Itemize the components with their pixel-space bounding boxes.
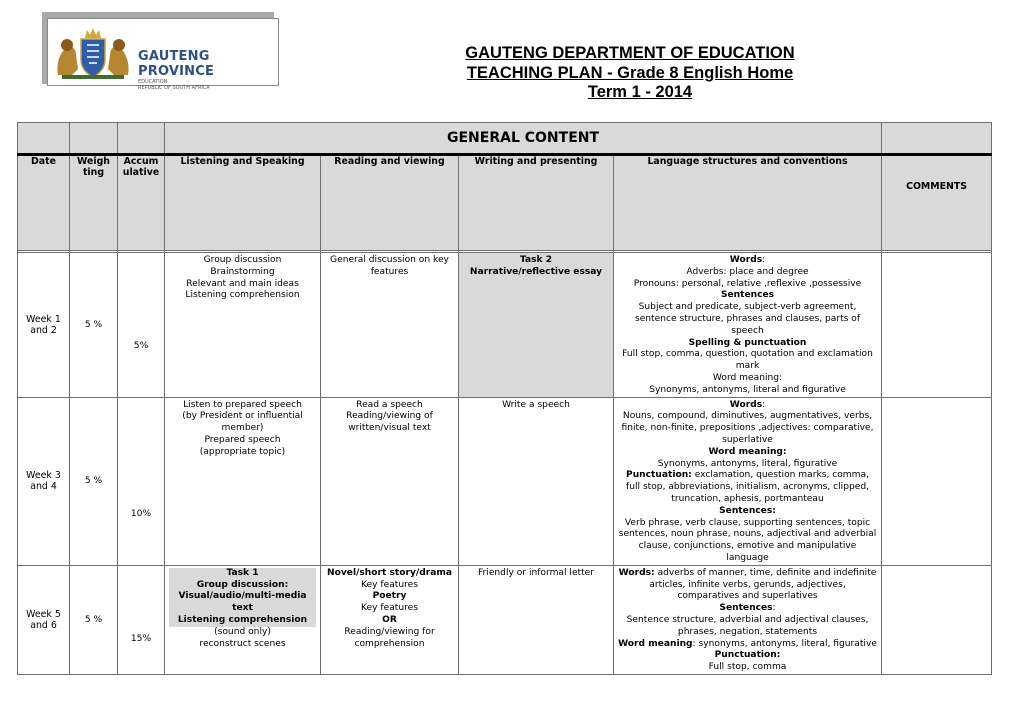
weighting-value: 5 % xyxy=(70,565,118,674)
teaching-plan-table xyxy=(17,122,992,675)
listening-item: Prepared speech xyxy=(204,434,281,445)
listening-item: Listening comprehension xyxy=(185,290,300,301)
reading-cell xyxy=(321,253,459,398)
listening-item: Group discussion xyxy=(203,255,282,265)
logo-name: GAUTENG PROVINCE xyxy=(138,49,215,79)
listening-item: (by President or influential member) xyxy=(182,411,303,434)
listening-cell xyxy=(165,253,321,398)
gauteng-logo xyxy=(47,18,279,91)
blank-cell xyxy=(18,123,70,155)
sentences-colon: : xyxy=(772,603,776,614)
title-line-2: TEACHING PLAN - Grade 8 English Home xyxy=(466,63,794,82)
week-label: Week 3 and 4 xyxy=(18,397,70,565)
listening-item: Relevant and main ideas xyxy=(186,278,299,289)
sentences-text: Subject and predicate, subject-verb agreement, sentence structure, phrases and clauses, parts of speech xyxy=(634,302,861,336)
listening-task-item: Visual/audio/multi-media text xyxy=(178,591,307,614)
logo-subtitle-1: EDUCATION xyxy=(138,79,168,85)
header-accumulative: Accum ulative xyxy=(118,155,165,251)
header-language-structures: Language structures and conventions xyxy=(614,155,882,251)
listening-task-item: Task 1 xyxy=(226,567,259,578)
listening-item: (sound only) xyxy=(214,626,271,637)
words-heading: Words xyxy=(729,255,763,265)
week-label: Week 1 and 2 xyxy=(18,253,70,398)
language-cell xyxy=(614,565,882,674)
reading-item: Reading/viewing of written/visual text xyxy=(346,411,433,434)
sentences-text: Sentence structure, adverbial and adjectival clauses, phrases, negation, statements xyxy=(626,614,869,637)
coat-of-arms-icon xyxy=(54,25,132,81)
blank-cell xyxy=(118,123,165,155)
weighting-value: 5 % xyxy=(70,397,118,565)
comments-cell xyxy=(882,397,992,565)
words-heading: Words: xyxy=(618,567,655,578)
listening-task-item: Group discussion: xyxy=(196,579,289,590)
accumulative-text: 15% xyxy=(130,633,152,644)
task-1-block xyxy=(169,568,316,627)
word-meaning-text: Synonyms, antonyms, literal, figurative xyxy=(657,458,838,469)
reading-item: Read a speech xyxy=(356,399,423,410)
punctuation-text: Full stop, comma xyxy=(708,662,787,673)
word-meaning-heading: Word meaning: xyxy=(712,372,783,383)
listening-item: Brainstorming xyxy=(210,266,275,277)
sentences-heading: Sentences: xyxy=(719,505,776,516)
reading-cell xyxy=(321,397,459,565)
writing-item: Friendly or informal letter xyxy=(477,567,595,578)
accumulative-value xyxy=(118,397,165,565)
blank-cell xyxy=(70,123,118,155)
words-item: Pronouns: personal, relative ,reflexive ,possessive xyxy=(633,278,862,289)
spelling-text: Full stop, comma, question, quotation and exclamation mark xyxy=(622,349,873,372)
words-item: Adverbs: place and degree xyxy=(686,266,809,277)
listening-task-item: Listening comprehension xyxy=(177,614,308,625)
reading-cell xyxy=(321,565,459,674)
blank-cell xyxy=(882,123,992,155)
word-meaning-heading: Word meaning xyxy=(618,638,693,649)
title-line-3: Term 1 - 2014 xyxy=(587,83,693,101)
reading-item: General discussion on key features xyxy=(330,255,449,277)
header-date: Date xyxy=(18,155,70,251)
header-reading-viewing: Reading and viewing xyxy=(321,155,459,251)
words-heading: Words xyxy=(729,399,763,410)
writing-task-label: Task 2 xyxy=(519,255,553,265)
listening-item: reconstruct scenes xyxy=(199,638,286,649)
header-comments: COMMENTS xyxy=(882,155,992,251)
logo-subtitle-2: REPUBLIC OF SOUTH AFRICA xyxy=(138,85,210,91)
words-colon: : xyxy=(762,399,766,410)
header-weighting: Weigh ting xyxy=(70,155,118,251)
writing-cell xyxy=(459,397,614,565)
sentences-text: Verb phrase, verb clause, supporting sentences, topic sentences, noun phrase, nouns, adjectival and adverbial clause, conjunctions, emotive and manipulative language xyxy=(618,517,877,563)
accumulative-text: 10% xyxy=(130,508,152,519)
table-row xyxy=(18,397,992,565)
week-label: Week 5 and 6 xyxy=(18,565,70,674)
word-meaning-text: Synonyms, antonyms, literal and figurative xyxy=(649,384,846,395)
writing-task-title: Narrative/reflective essay xyxy=(469,266,603,277)
language-cell xyxy=(614,253,882,398)
document-title xyxy=(420,44,840,103)
accumulative-value xyxy=(118,253,165,398)
accumulative-text: 5% xyxy=(133,340,149,351)
table-row xyxy=(18,253,992,398)
general-content-heading: GENERAL CONTENT xyxy=(165,123,882,155)
listening-item: (appropriate topic) xyxy=(199,446,286,457)
reading-heading: Novel/short story/drama xyxy=(326,567,452,578)
title-line-1: GAUTENG DEPARTMENT OF EDUCATION xyxy=(465,44,795,62)
header-row xyxy=(18,155,992,251)
general-content-row xyxy=(18,123,992,155)
spelling-heading: Spelling & punctuation xyxy=(688,337,807,348)
reading-item: Reading/viewing for comprehension xyxy=(344,626,435,649)
comments-cell xyxy=(882,565,992,674)
listening-item: Listen to prepared speech xyxy=(183,399,302,410)
accumulative-value xyxy=(118,565,165,674)
header-listening-speaking: Listening and Speaking xyxy=(165,155,321,251)
header-writing-presenting: Writing and presenting xyxy=(459,155,614,251)
sentences-heading: Sentences xyxy=(720,290,775,301)
writing-item: Write a speech xyxy=(502,399,570,410)
language-cell xyxy=(614,397,882,565)
words-text: adverbs of manner, time, definite and indefinite articles, infinite verbs, gerunds, adjectives, comparatives and superlatives xyxy=(649,567,877,602)
words-colon: : xyxy=(762,255,766,265)
writing-cell xyxy=(459,253,614,398)
table-row xyxy=(18,565,992,674)
reading-or: OR xyxy=(382,614,397,625)
comments-cell xyxy=(882,253,992,398)
punctuation-heading: Punctuation: xyxy=(714,650,781,661)
reading-item: Key features xyxy=(361,579,418,590)
listening-cell xyxy=(165,565,321,674)
punctuation-heading: Punctuation: xyxy=(626,470,692,481)
writing-cell xyxy=(459,565,614,674)
listening-cell xyxy=(165,397,321,565)
punctuation-text: exclamation, question marks, comma, full stop, abbreviations, initialism, acronyms, clipped, truncation, aphesis, portmanteau xyxy=(626,470,869,504)
words-text: Nouns, compound, diminutives, augmentatives, verbs, finite, non-finite, prepositions ,adjectives: comparative, superlative xyxy=(621,411,874,445)
weighting-value: 5 % xyxy=(70,253,118,398)
word-meaning-heading: Word meaning: xyxy=(708,446,787,457)
sentences-heading: Sentences xyxy=(719,603,773,614)
reading-item: Key features xyxy=(361,603,418,614)
reading-heading: Poetry xyxy=(372,591,407,602)
word-meaning-text: : synonyms, antonyms, literal, figurative xyxy=(692,638,877,649)
